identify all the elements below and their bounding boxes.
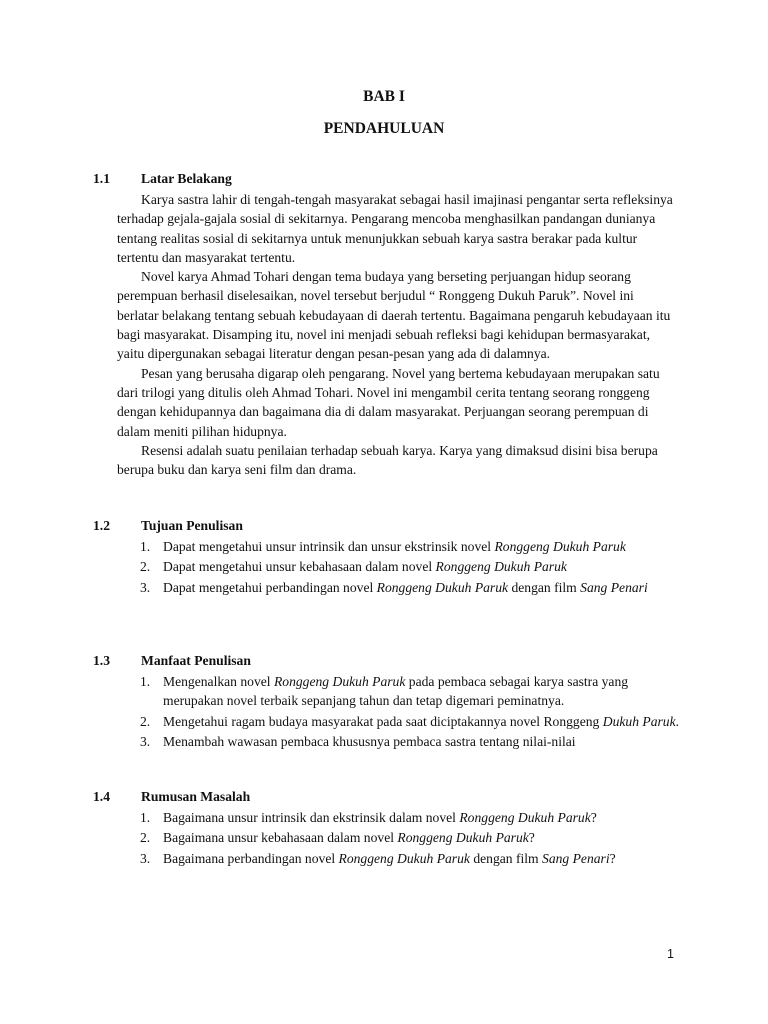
- section-title: Latar Belakang: [141, 171, 232, 186]
- list-text: ?: [590, 810, 597, 825]
- list-text: Dapat mengetahui perbandingan novel: [163, 579, 377, 595]
- list-text: .: [675, 713, 680, 729]
- list-item: [140, 808, 680, 827]
- section-number: 1.3: [93, 653, 110, 668]
- list-item: [140, 672, 680, 711]
- list-item: [140, 828, 680, 847]
- list-text: Bagaimana unsur kebahasaan dalam novel: [163, 830, 398, 846]
- list-marker: 2.: [140, 713, 151, 729]
- italic-title: Sang Penari: [542, 850, 610, 866]
- italic-title: Ronggeng Dukuh Paruk: [397, 830, 529, 846]
- list-text: dengan film: [469, 850, 543, 866]
- page-number: 1: [667, 947, 674, 961]
- section-title: Tujuan Penulisan: [141, 518, 243, 533]
- list-marker: 1.: [140, 674, 151, 689]
- italic-title: Ronggeng Dukuh Paruk: [459, 810, 591, 825]
- list-marker: 3.: [140, 579, 151, 595]
- list-text: Menambah wawasan pembaca khususnya pembaca sastra tentang nilai-nilai: [163, 733, 576, 749]
- section-number: 1.1: [93, 171, 110, 186]
- list-marker: 2.: [140, 559, 151, 575]
- chapter-label: BAB I: [363, 88, 405, 105]
- list-rumusan-masalah: [140, 808, 680, 869]
- list-text: Bagaimana perbandingan novel: [163, 850, 339, 866]
- section-number: 1.4: [93, 789, 110, 804]
- paragraph: Resensi adalah suatu penilaian terhadap sebuah karya. Karya yang dimaksud disini bisa berupa berupa buku dan karya seni film dan drama.: [117, 442, 658, 478]
- list-item: [140, 557, 680, 576]
- section-heading-tujuan-penulisan: [93, 518, 243, 534]
- list-marker: 1.: [140, 810, 151, 825]
- list-text: ?: [609, 850, 616, 866]
- list-text: pada pembaca sebagai karya sastra yang merupakan novel terbaik sepanjang tahun dan tetap digemari peminatnya.: [163, 674, 629, 709]
- list-item: [140, 537, 680, 556]
- italic-title: Ronggeng Dukuh Paruk: [494, 539, 626, 554]
- paragraph: Novel karya Ahmad Tohari dengan tema budaya yang berseting perjuangan hidup seorang perempuan berhasil diselesaikan, novel tersebut berjudul “ Ronggeng Dukuh Paruk”. Novel ini berlatar belakang tentang sebuah kebudayaan di daerah tertentu. Bagaimana pengaruh kebudayaan itu bagi masyarakat. Disamping itu, novel ini menjadi sebuah refleksi bagi kehidupan bermasyarakat, yaitu dipergunakan sebagai literatur dengan pesan-pesan yang ada di dalamnya.: [117, 269, 671, 362]
- list-marker: 3.: [140, 733, 151, 749]
- italic-title: Ronggeng Dukuh Paruk: [338, 850, 470, 866]
- list-tujuan-penulisan: [140, 537, 680, 598]
- list-text: Bagaimana unsur intrinsik dan ekstrinsik dalam novel: [163, 810, 460, 825]
- section-heading-rumusan-masalah: [93, 789, 250, 805]
- list-marker: 1.: [140, 539, 151, 554]
- list-text: Dapat mengetahui unsur kebahasaan dalam novel: [163, 559, 436, 575]
- list-text: Mengetahui ragam budaya masyarakat pada saat diciptakannya novel Ronggeng: [163, 713, 603, 729]
- paragraph: Pesan yang berusaha digarap oleh pengarang. Novel yang bertema kebudayaan merupakan satu dari trilogi yang ditulis oleh Ahmad Tohari. Novel ini mengambil cerita tentang seorang ronggeng dengan kehidupannya dan bagaimana dia di dalam masyarakat. Perjuangan seorang perempuan di dalam meniti pilihan hidupnya.: [117, 365, 660, 439]
- list-marker: 2.: [140, 830, 151, 846]
- section-heading-manfaat-penulisan: [93, 653, 251, 669]
- section-title: Rumusan Masalah: [141, 789, 251, 804]
- list-text: dengan film: [508, 579, 581, 595]
- italic-title: Sang Penari: [580, 579, 648, 595]
- section-number: 1.2: [93, 518, 110, 533]
- list-text: Dapat mengetahui unsur intrinsik dan unsur ekstrinsik novel: [163, 539, 495, 554]
- italic-title: Ronggeng Dukuh Paruk: [435, 559, 567, 575]
- italic-title: Ronggeng Dukuh Paruk: [273, 674, 406, 689]
- list-marker: 3.: [140, 850, 151, 866]
- section-body-latar-belakang: [117, 190, 677, 479]
- list-item: [140, 732, 680, 751]
- chapter-title: PENDAHULUAN: [323, 120, 445, 137]
- list-manfaat-penulisan: [140, 672, 680, 752]
- section-title: Manfaat Penulisan: [141, 653, 251, 668]
- section-heading-latar-belakang: [93, 171, 232, 187]
- italic-title: Dukuh Paruk: [602, 713, 676, 729]
- list-item: [140, 578, 680, 597]
- list-text: Mengenalkan novel: [163, 674, 274, 689]
- list-item: [140, 712, 680, 731]
- list-item: [140, 849, 680, 868]
- paragraph: Karya sastra lahir di tengah-tengah masyarakat sebagai hasil imajinasi pengantar serta refleksinya terhadap gejala-gajala sosial di sekitarnya. Pengarang mencoba menghasilkan pandangan dunianya tentang realitas sosial di sekitarnya untuk menunjukkan sebuah karya sastra berakar pada kultur tertentu dan masyarakat tertentu.: [117, 192, 673, 265]
- italic-title: Ronggeng Dukuh Paruk: [376, 579, 509, 595]
- list-text: ?: [528, 830, 535, 846]
